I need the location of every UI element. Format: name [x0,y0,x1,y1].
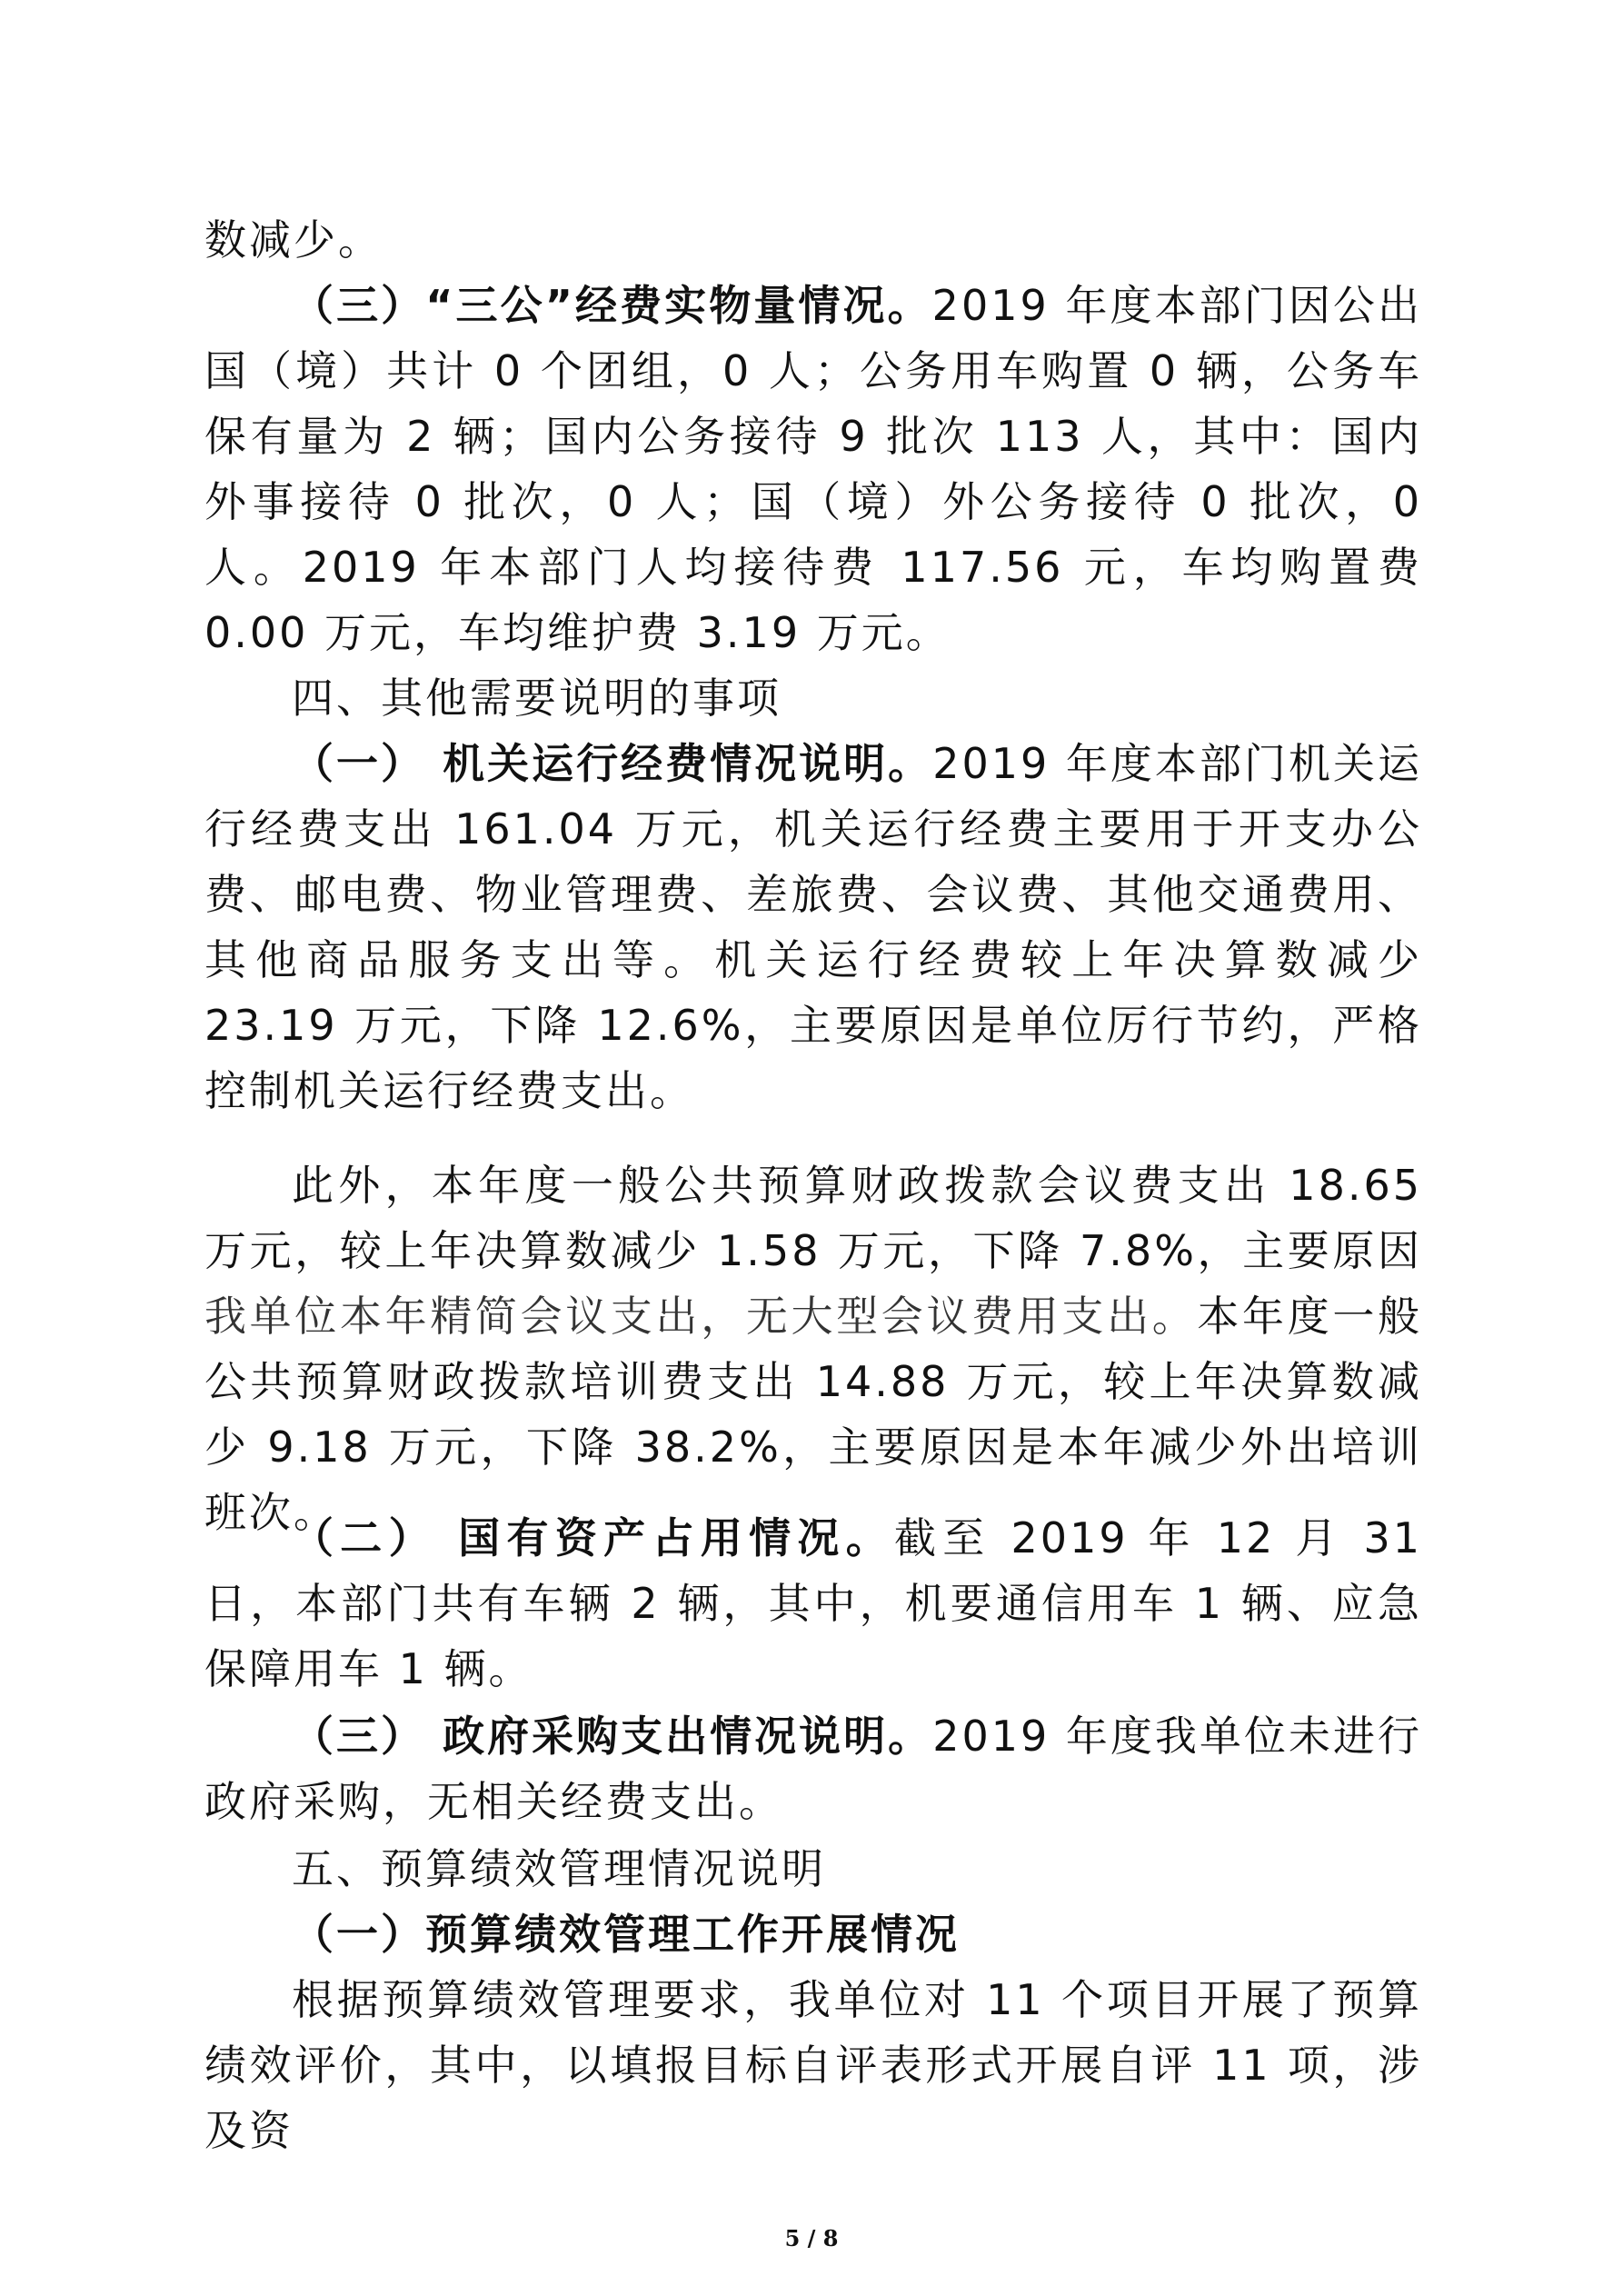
paragraph-heading: （二） 国有资产占用情况。 [292,1513,894,1562]
paragraph-text: 截至 2019 年 12 月 31 日，本部门共有车辆 2 辆，其中，机要通信用车 1 辆、应急保障用车 1 辆。 [204,1513,1422,1693]
paragraph-operating-expenses [204,731,1422,1123]
subsection-heading-text: （一）预算绩效管理工作开展情况 [292,1910,960,1959]
section-heading-other-matters [204,665,1422,731]
paragraph-text: 此外，本年度一般公共预算财政拨款会议费支出 18.65 万元，较上年决算数减少 1.58 万元，下降 7.8%，主要原因 [204,1161,1422,1275]
paragraph-state-assets [204,1505,1422,1702]
paragraph-text: 本年度一般公共预算财政拨款培训费支出 14.88 万元，较上年决算数减少 9.18 万元，下降 38.2%，主要原因是本年减少外出培训班次。 [204,1292,1423,1537]
paragraph-performance-evaluation [204,1967,1422,2163]
paragraph-heading: （一） 机关运行经费情况说明。 [292,739,933,788]
paragraph-heading: （三） 政府采购支出情况说明。 [292,1712,933,1761]
paragraph-government-procurement [204,1703,1422,1834]
paragraph-text: 2019 年度本部门因公出国（境）共计 0 个团组，0 人；公务用车购置 0 辆，公务车保有量为 2 辆；国内公务接待 9 批次 113 人，其中：国内外事接待 0 批次，0 人；国（境）外公务接待 0 批次，0 人。2019 年本部门人均接待费 117.56 元，车均购置费 0.00 万元，车均维护费 3.19 万元。 [204,281,1422,657]
paragraph-heading: （三）“三公”经费实物量情况。 [292,281,932,330]
paragraph-text-serif: 我单位本年精简会议支出，无大型会议费用支出。 [204,1292,1198,1341]
paragraph-meeting-training-fees [204,1153,1422,1545]
paragraph-text: 2019 年度我单位未进行政府采购，无相关经费支出。 [204,1712,1422,1826]
paragraph-text: 数减少。 [204,215,383,265]
subsection-heading-performance-work [204,1902,1422,1967]
paragraph-continuation [204,207,1422,273]
paragraph-text: 根据预算绩效管理要求，我单位对 11 个项目开展了预算绩效评价，其中，以填报目标自评表形式开展自评 11 项，涉及资 [204,1975,1422,2155]
paragraph-sangong-quantity [204,273,1422,665]
page-number: 5 / 8 [784,2225,839,2251]
section-heading-performance [204,1836,1422,1902]
section-heading-text: 五、预算绩效管理情况说明 [292,1844,826,1893]
paragraph-text: 2019 年度本部门机关运行经费支出 161.04 万元，机关运行经费主要用于开支办公费、邮电费、物业管理费、差旅费、会议费、其他交通费用、其他商品服务支出等。机关运行经费较上年决算数减少 23.19 万元，下降 12.6%，主要原因是单位厉行节约，严格控制机关运行经费支出。 [204,739,1422,1115]
section-heading-text: 四、其他需要说明的事项 [292,674,782,723]
